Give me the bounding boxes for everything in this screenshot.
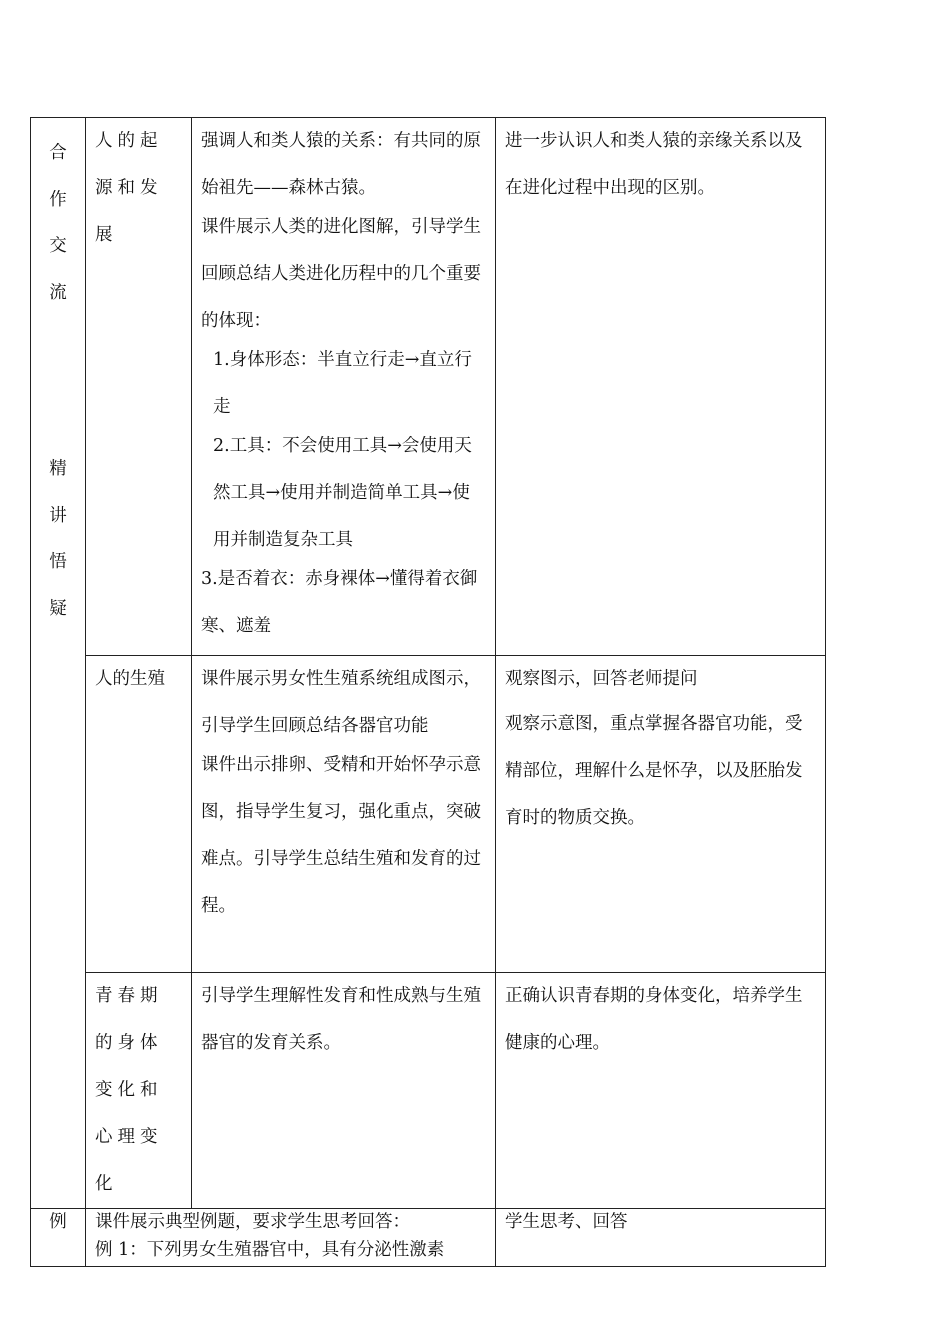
stage-char: 流 (49, 282, 67, 303)
teacher-text: 3.是否着衣：赤身裸体→懂得着衣御寒、遮羞 (201, 569, 478, 636)
table-row (31, 656, 826, 973)
student-text: 观察图示，回答老师提问 (505, 669, 698, 689)
student-activity-cell (496, 118, 826, 656)
topic-cell (86, 656, 192, 973)
stage-text: 例 (49, 1212, 67, 1232)
teacher-text: 引导学生理解性发育和性成熟与生殖器官的发育关系。 (201, 986, 481, 1053)
stage-char: 悟 (49, 552, 67, 572)
topic-text: 青春期的身体变化和心理变化 (95, 986, 163, 1194)
teacher-text: 2.工具：不会使用工具→会使用天然工具→使用并制造简单工具→使用并制造复杂工具 (213, 436, 472, 550)
teacher-text: 1.身体形态：半直立行走→直立行走 (213, 350, 472, 417)
topic-cell (86, 118, 192, 656)
teacher-activity-cell (192, 973, 496, 1209)
stage-char: 疑 (49, 598, 67, 619)
teacher-text: 课件展示人类的进化图解，引导学生回顾总结人类进化历程中的几个重要的体现： (201, 217, 481, 331)
teacher-activity-cell (192, 656, 496, 973)
student-activity-cell (496, 973, 826, 1209)
stage-char: 作 (49, 189, 67, 210)
stage-cell (31, 118, 86, 1209)
table-row (31, 1209, 826, 1267)
teacher-text: 课件展示典型例题，要求学生思考回答： (95, 1212, 410, 1232)
topic-text: 人的起源和发展 (95, 131, 163, 245)
teacher-text: 课件出示排卵、受精和开始怀孕示意图，指导学生复习，强化重点，突破难点。引导学生总结生殖和发育的过程。 (201, 755, 481, 916)
teacher-text: 课件展示男女性生殖系统组成图示，引导学生回顾总结各器官功能 (201, 669, 481, 736)
stage-char: 交 (49, 236, 67, 256)
teacher-text: 例 1：下列男女生殖器官中，具有分泌性激素 (95, 1240, 445, 1260)
student-activity-cell (496, 1209, 826, 1267)
stage-cell (31, 1209, 86, 1267)
student-activity-cell (496, 656, 826, 973)
lesson-plan-table (30, 117, 826, 1267)
student-text: 进一步认识人和类人猿的亲缘关系以及在进化过程中出现的区别。 (505, 131, 803, 198)
teacher-text: 强调人和类人猿的关系：有共同的原始祖先——森林古猿。 (201, 131, 481, 198)
table-row (31, 973, 826, 1209)
topic-cell (86, 973, 192, 1209)
student-text: 学生思考、回答 (505, 1212, 628, 1232)
topic-text: 人的生殖 (95, 669, 165, 689)
student-text: 正确认识青春期的身体变化，培养学生健康的心理。 (505, 986, 803, 1053)
stage-char: 精 (49, 459, 67, 479)
stage-char: 合 (49, 143, 67, 163)
teacher-activity-cell (192, 118, 496, 656)
student-text: 观察示意图，重点掌握各器官功能，受精部位，理解什么是怀孕，以及胚胎发育时的物质交换。 (505, 714, 803, 828)
table-row (31, 118, 826, 656)
stage-char: 讲 (49, 505, 67, 526)
teacher-activity-cell (86, 1209, 496, 1267)
